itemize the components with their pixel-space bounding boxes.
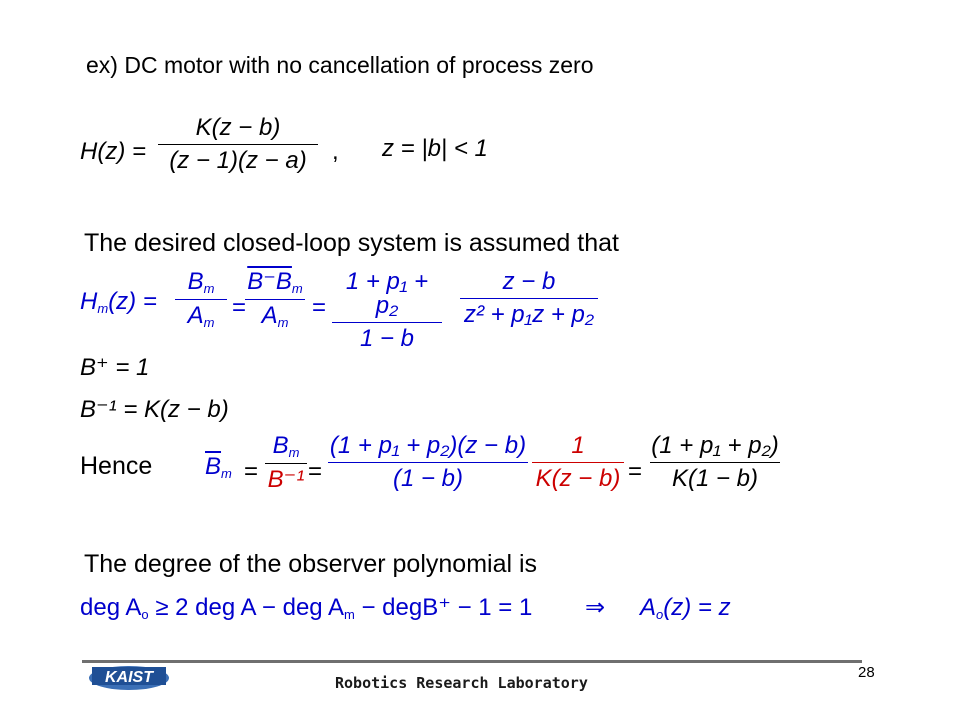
sentence-closed-loop: The desired closed-loop system is assumed that — [84, 229, 619, 257]
hm-fraction-2 — [245, 270, 305, 329]
degree-equation: deg $A_o \ge 2$ deg A − deg $A_m$ − degB⁺ − 1 = 1 — [80, 594, 533, 622]
hm-f4-denominator: z² + p₁z + p₂ — [463, 301, 595, 328]
hm-fraction-1 — [175, 270, 227, 329]
hence-label: Hence — [80, 452, 153, 480]
hence-f3-numerator: 1 — [571, 432, 585, 459]
kaist-logo — [88, 662, 170, 692]
hence-f4-numerator: (1 + p₁ + p₂) — [651, 432, 779, 459]
observer-result: $A_o(z) = z$ — [640, 594, 731, 622]
hm-f3-denominator: 1 − b — [359, 325, 415, 352]
hence-f1-denominator: B⁻¹ — [267, 466, 305, 493]
implies-symbol: ⇒ — [585, 594, 606, 621]
hence-eq-sign-3: = — [628, 458, 643, 485]
hm-f2-bar — [245, 299, 305, 300]
kaist-logo-text: KAIST — [105, 669, 153, 686]
hm-fraction-3 — [332, 270, 442, 351]
hence-f4-bar — [650, 462, 780, 463]
hm-f3-numerator: 1 + p₁ + p₂ — [345, 268, 429, 319]
hence-f2-bar — [328, 462, 528, 463]
hm-lhs-base: H — [80, 288, 98, 315]
hm-f4-bar — [460, 298, 598, 299]
hence-f2-numerator: (1 + p₁ + p₂)(z − b) — [329, 432, 527, 459]
hm-fraction-4 — [460, 270, 598, 327]
hm-f2-denominator: $A_m$ — [261, 302, 289, 330]
hence-f1-bar — [265, 463, 307, 464]
hence-f1-numerator: $B_m$ — [272, 432, 300, 460]
slide-title: ex) DC motor with no cancellation of process zero — [86, 52, 594, 78]
hm-eq-sign-1: = — [232, 294, 247, 321]
bminus-equation: B⁻¹ = K(z − b) — [80, 396, 229, 423]
hm-f2-numerator: $B^-B_m$ — [247, 268, 303, 296]
hm-lhs-rest: (z) = — [108, 288, 157, 315]
eq1-fraction-bar — [158, 144, 318, 145]
sentence-observer-degree: The degree of the observer polynomial is — [84, 550, 538, 578]
hm-lhs-sub: m — [97, 301, 109, 316]
hence-f3-bar — [532, 462, 624, 463]
hence-f3-denominator: K(z − b) — [535, 465, 621, 492]
hence-f2-denominator: (1 − b) — [392, 465, 464, 492]
eq1-denominator: (z − 1)(z − a) — [169, 147, 307, 174]
hence-lhs: $\overline{B}_m$ — [205, 453, 232, 481]
hm-f1-bar — [175, 299, 227, 300]
page-number: 28 — [858, 664, 875, 681]
hm-eq-sign-2: = — [312, 294, 327, 321]
hm-lhs — [80, 290, 157, 315]
eq1-condition: z = |b| < 1 — [382, 135, 488, 162]
footer-rule — [82, 660, 862, 663]
hence-eq-sign-1: = — [244, 458, 259, 485]
hence-fraction-2 — [328, 434, 528, 491]
hm-f1-denominator: $A_m$ — [187, 302, 215, 330]
footer-lab-name: Robotics Research Laboratory — [335, 674, 588, 692]
hence-fraction-3 — [532, 434, 624, 491]
eq1-lhs: H(z) = — [80, 138, 146, 165]
hm-f3-bar — [332, 322, 442, 323]
eq1-fraction — [158, 116, 318, 173]
hm-f1-numerator: $B_m$ — [187, 268, 215, 296]
bplus-equation: B⁺ = 1 — [80, 354, 150, 381]
eq1-numerator: K(z − b) — [195, 114, 281, 141]
hence-fraction-1 — [265, 434, 307, 492]
hence-fraction-4 — [650, 434, 780, 491]
hence-f4-denominator: K(1 − b) — [671, 465, 759, 492]
eq1-comma: , — [332, 138, 339, 165]
hm-f4-numerator: z − b — [502, 268, 556, 295]
hence-eq-sign-2: = — [308, 458, 323, 485]
